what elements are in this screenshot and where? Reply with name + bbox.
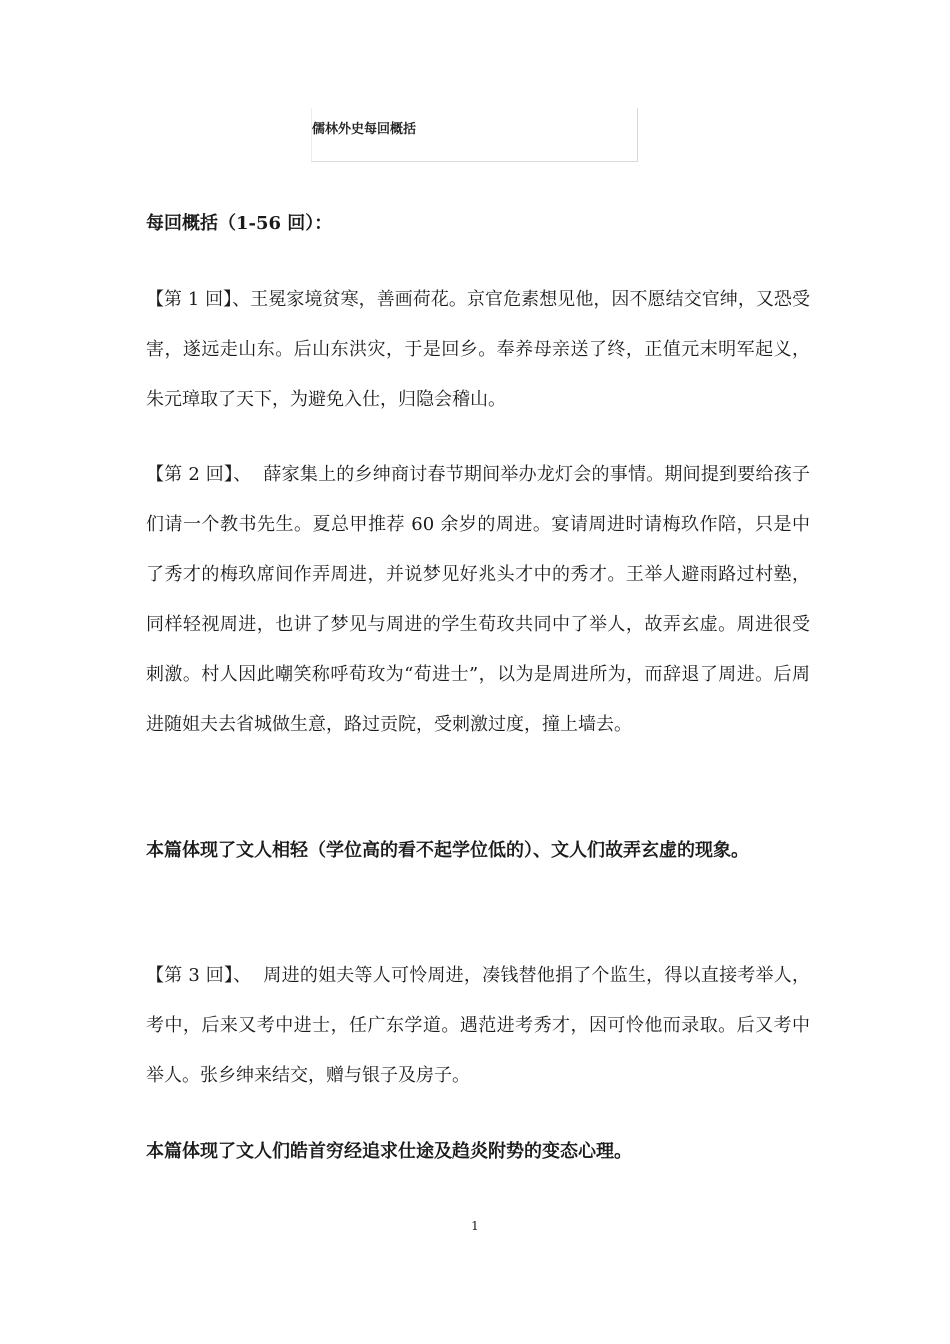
summary-2: 本篇体现了文人们皓首穷经追求仕途及趋炎附势的变态心理。 <box>146 1141 632 1162</box>
chapter-1-text: 王冕家境贫寒，善画荷花。京官危素想见他，因不愿结交官绅，又恐受害，遂远走山东。后山东洪灾，于是回乡。奉养母亲送了终，正值元末明军起义，朱元璋取了天下，为避免入仕，归隐会稽山。 <box>146 289 810 410</box>
chapter-2-tag: 【第 2 回】、 <box>146 464 264 485</box>
chapter-1-paragraph <box>146 275 810 425</box>
document-header-title: 儒林外史每回概括 <box>312 122 417 137</box>
chapter-1-tag: 【第 1 回】、 <box>146 289 251 310</box>
page-number: 1 <box>471 1219 479 1233</box>
chapter-3-paragraph <box>146 951 810 1101</box>
summary-1: 本篇体现了文人相轻（学位高的看不起学位低的）、文人们故弄玄虚的现象。 <box>146 840 749 861</box>
section-title: 每回概括（1-56 回）： <box>146 213 333 234</box>
chapter-2-text: 薛家集上的乡绅商讨春节期间举办龙灯会的事情。期间提到要给孩子们请一个教书先生。夏总甲推荐 60 余岁的周进。宴请周进时请梅玖作陪，只是中了秀才的梅玖席间作弄周进，并说梦见好兆头才中的秀才。王举人避雨路过村塾，同样轻视周进，也讲了梦见与周进的学生荀玫共同中了举人，故弄玄虚。周进很受刺激。村人因此嘲笑称呼荀玫为“荀进士”，以为是周进所为，而辞退了周进。后周进随姐夫去省城做生意，路过贡院，受刺激过度，撞上墙去。 <box>146 464 810 735</box>
chapter-2-paragraph <box>146 450 810 750</box>
chapter-3-text: 周进的姐夫等人可怜周进，凑钱替他捐了个监生，得以直接考举人，考中，后来又考中进士，任广东学道。遇范进考秀才，因可怜他而录取。后又考中举人。张乡绅来结交，赠与银子及房子。 <box>146 965 810 1086</box>
chapter-3-tag: 【第 3 回】、 <box>146 965 264 986</box>
